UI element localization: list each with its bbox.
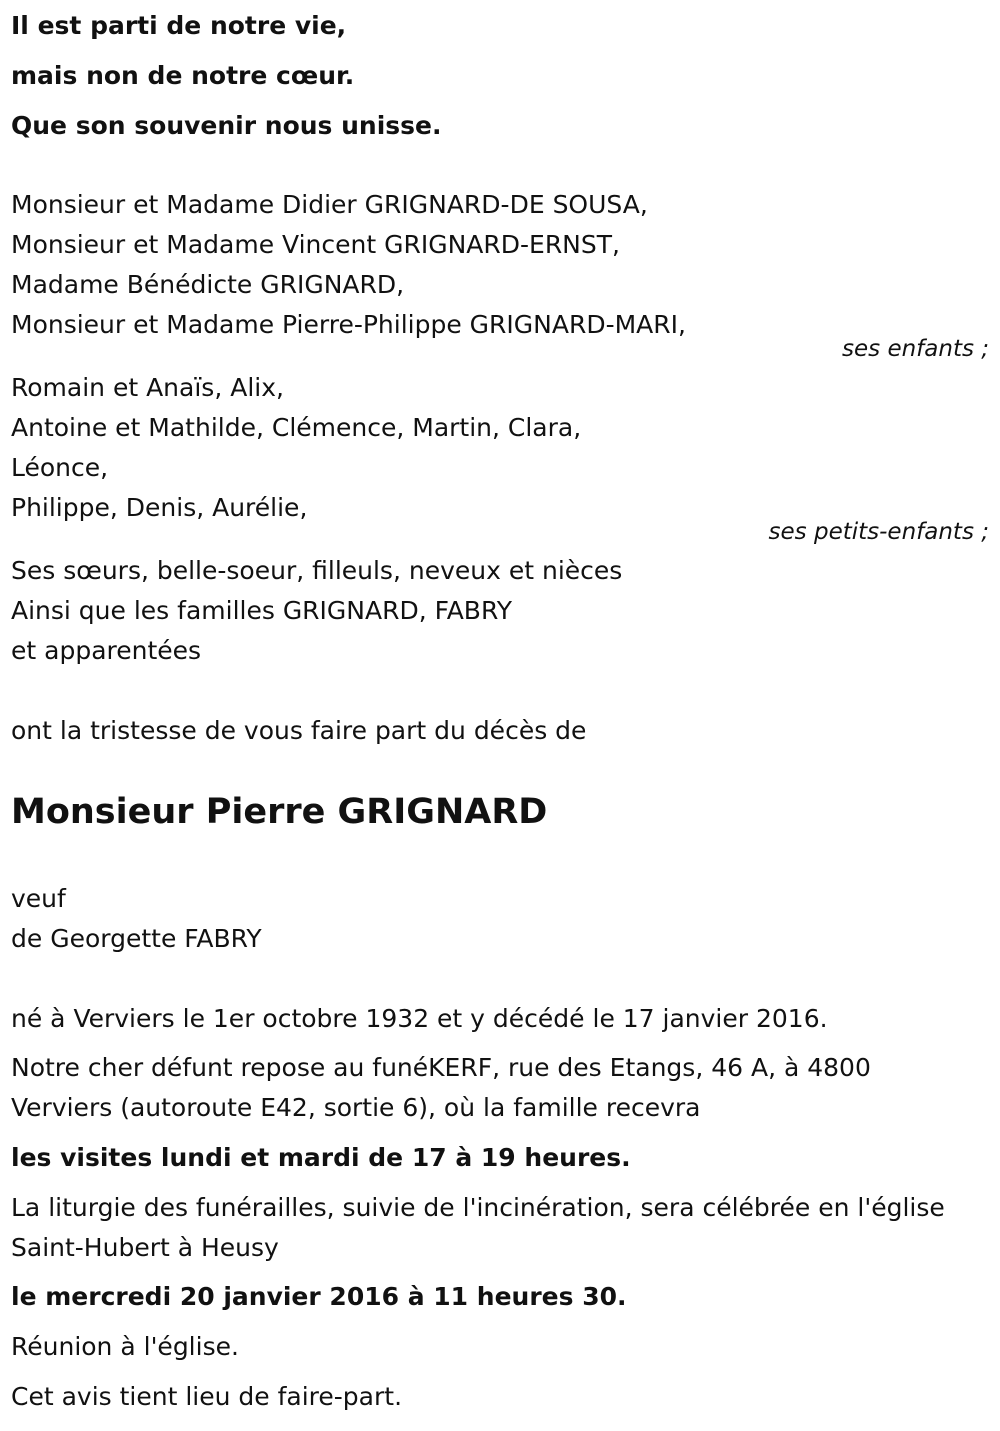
liturgy-line-2: Saint-Hubert à Heusy	[11, 1233, 279, 1262]
birth-death: né à Verviers le 1er octobre 1932 et y décédé le 17 janvier 2016.	[11, 1004, 828, 1033]
verse-line-2: mais non de notre cœur.	[11, 61, 355, 90]
liturgy-line-1: La liturgie des funérailles, suivie de l'incinération, sera célébrée en l'église	[11, 1193, 945, 1222]
child-line-1: Monsieur et Madame Didier GRIGNARD-DE SOUSA,	[11, 190, 648, 219]
repose-line-1: Notre cher défunt repose au funéKERF, rue des Etangs, 46 A, à 4800	[11, 1053, 871, 1082]
grandchild-line-4: Philippe, Denis, Aurélie,	[11, 493, 308, 522]
family-line-2: Ainsi que les familles GRIGNARD, FABRY	[11, 596, 513, 625]
verse-line-3: Que son souvenir nous unisse.	[11, 111, 442, 140]
repose-line-2: Verviers (autoroute E42, sortie 6), où la famille recevra	[11, 1093, 701, 1122]
family-line-1: Ses sœurs, belle-soeur, filleuls, neveux et nièces	[11, 556, 623, 585]
child-line-3: Madame Bénédicte GRIGNARD,	[11, 270, 405, 299]
grandchild-line-3: Léonce,	[11, 453, 109, 482]
announcement: ont la tristesse de vous faire part du décès de	[11, 716, 587, 745]
grandchild-line-1: Romain et Anaïs, Alix,	[11, 373, 284, 402]
notice: Cet avis tient lieu de faire-part.	[11, 1382, 403, 1411]
spouse-line-1: veuf	[11, 884, 66, 913]
spouse-line-2: de Georgette FABRY	[11, 924, 262, 953]
visits: les visites lundi et mardi de 17 à 19 heures.	[11, 1143, 631, 1172]
deceased-name: Monsieur Pierre GRIGNARD	[11, 792, 548, 832]
ceremony-date: le mercredi 20 janvier 2016 à 11 heures 30.	[11, 1282, 627, 1311]
family-line-3: et apparentées	[11, 636, 202, 665]
child-line-4: Monsieur et Madame Pierre-Philippe GRIGNARD-MARI,	[11, 310, 686, 339]
verse-line-1: Il est parti de notre vie,	[11, 11, 347, 40]
meeting: Réunion à l'église.	[11, 1332, 239, 1361]
child-line-2: Monsieur et Madame Vincent GRIGNARD-ERNST,	[11, 230, 620, 259]
grandchildren-label: ses petits-enfants ;	[768, 519, 989, 545]
children-label: ses enfants ;	[842, 336, 989, 362]
grandchild-line-2: Antoine et Mathilde, Clémence, Martin, Clara,	[11, 413, 582, 442]
